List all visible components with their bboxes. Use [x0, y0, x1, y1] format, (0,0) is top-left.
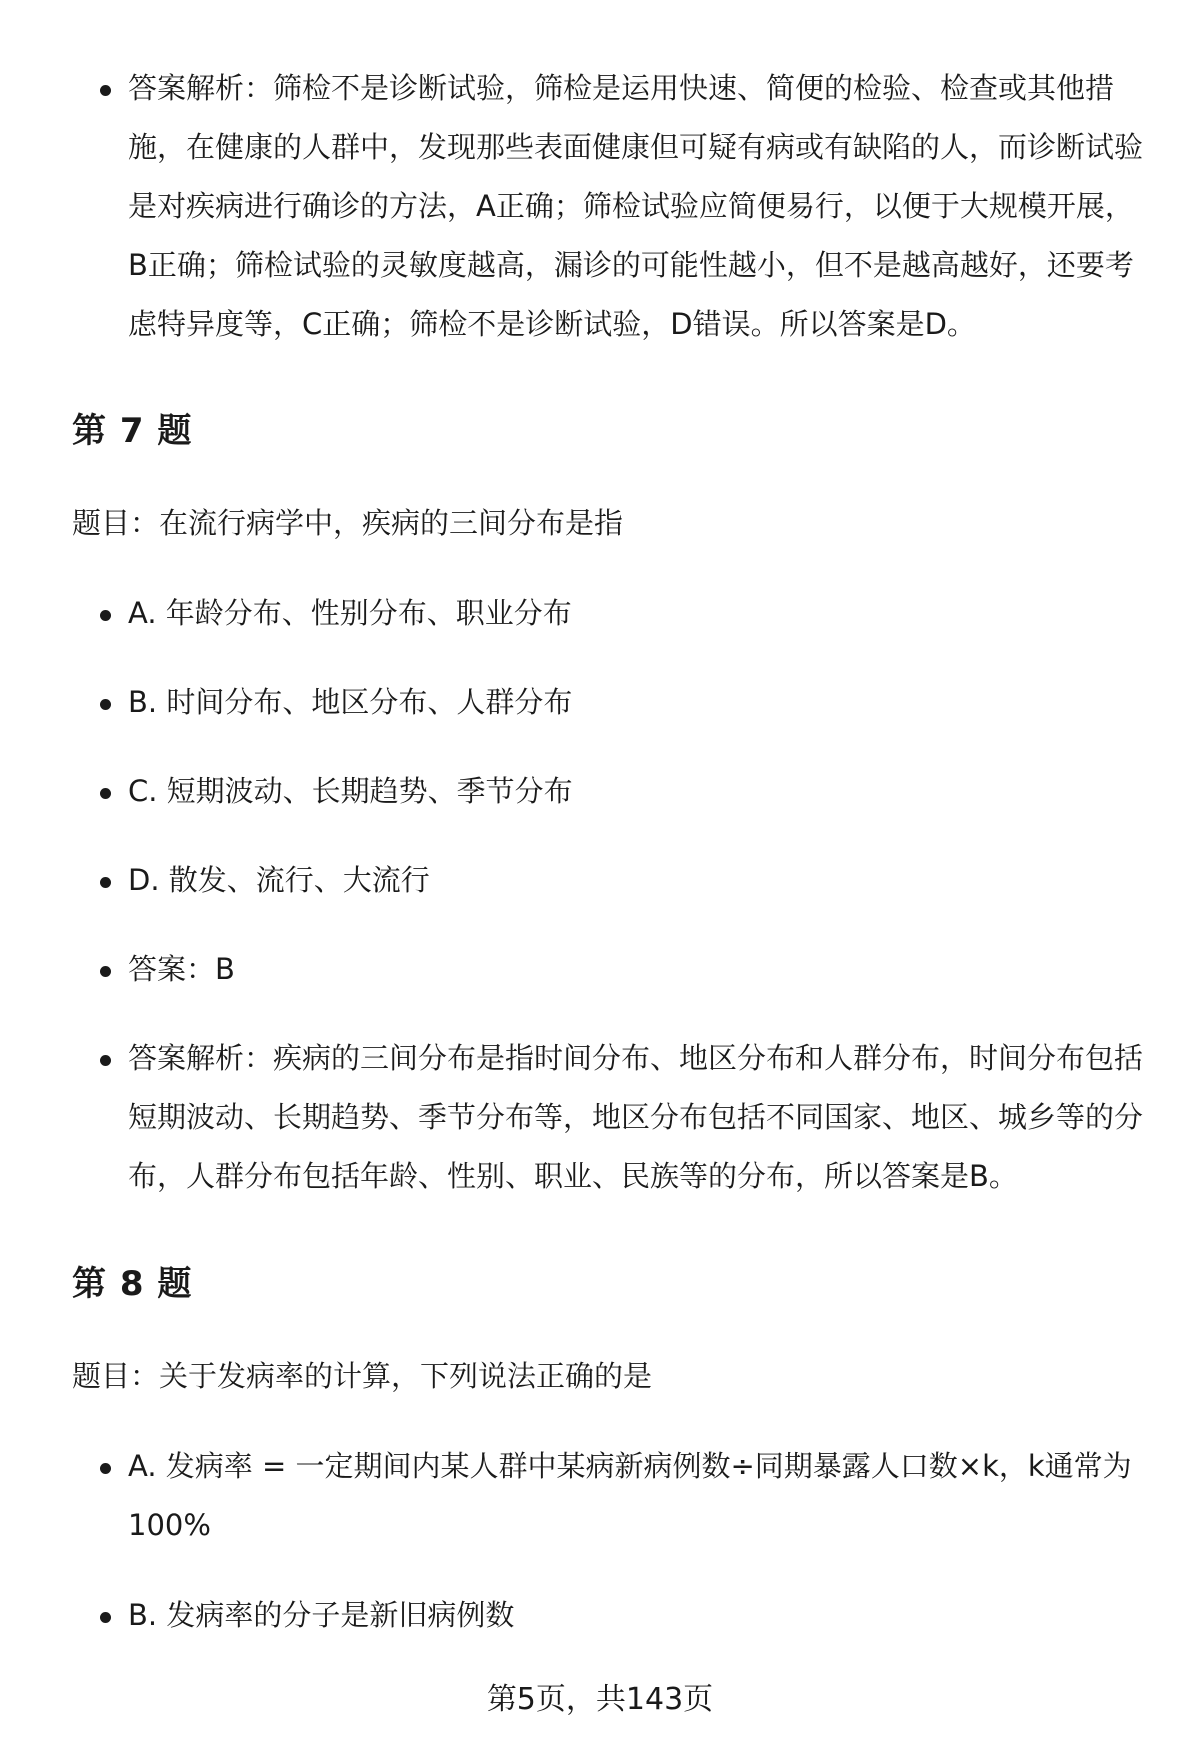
- bullet-icon: [100, 1612, 111, 1623]
- bullet-icon: [100, 966, 111, 977]
- bullet-icon: [100, 699, 111, 710]
- q8-options: [0, 1437, 1200, 1555]
- q7-explanation: [0, 1029, 1200, 1206]
- option-item: [0, 1437, 1200, 1555]
- option-a: A. 年龄分布、性别分布、职业分布: [128, 596, 572, 630]
- option-item: [0, 1586, 1200, 1645]
- list-item: [0, 940, 1200, 999]
- previous-question-bullets: [0, 59, 1200, 354]
- option-b: B. 时间分布、地区分布、人群分布: [128, 685, 573, 719]
- list-item: [0, 59, 1200, 354]
- option-c: C. 短期波动、长期趋势、季节分布: [128, 774, 573, 808]
- q7-answer: [0, 940, 1200, 999]
- question-heading: 第 7 题: [72, 411, 193, 451]
- answer: 答案：B: [128, 952, 235, 986]
- option-item: [0, 584, 1200, 643]
- bullet-icon: [100, 610, 111, 621]
- bullet-icon: [100, 1463, 111, 1474]
- q7-options: [0, 851, 1200, 910]
- list-item: [0, 1029, 1200, 1206]
- bullet-icon: [100, 1055, 111, 1066]
- q7-options: [0, 584, 1200, 643]
- option-b: B. 发病率的分子是新旧病例数: [128, 1598, 515, 1632]
- option-item: [0, 851, 1200, 910]
- answer-explanation: 答案解析：筛检不是诊断试验，筛检是运用快速、简便的检验、检查或其他措施，在健康的人群中，发现那些表面健康但可疑有病或有缺陷的人，而诊断试验是对疾病进行确诊的方法，A正确；筛检试验应简便易行，以便于大规模开展，B正确；筛检试验的灵敏度越高，漏诊的可能性越小，但不是越高越好，还要考虑特异度等，C正确；筛检不是诊断试验，D错误。所以答案是D。: [128, 71, 1144, 341]
- option-item: [0, 673, 1200, 732]
- page-footer: 第5页，共143页: [486, 1682, 714, 1717]
- bullet-icon: [100, 85, 111, 96]
- q7-options: [0, 673, 1200, 732]
- question-heading: 第 8 题: [72, 1264, 193, 1304]
- bullet-icon: [100, 877, 111, 888]
- option-a: A. 发病率 = 一定期间内某人群中某病新病例数÷同期暴露人口数×k，k通常为100%: [128, 1449, 1132, 1542]
- answer-explanation: 答案解析：疾病的三间分布是指时间分布、地区分布和人群分布，时间分布包括短期波动、长期趋势、季节分布等，地区分布包括不同国家、地区、城乡等的分布，人群分布包括年龄、性别、职业、民族等的分布，所以答案是B。: [128, 1041, 1144, 1193]
- bullet-icon: [100, 788, 111, 799]
- question-text: 题目：在流行病学中，疾病的三间分布是指: [72, 506, 624, 540]
- option-item: [0, 762, 1200, 821]
- q8-options: [0, 1586, 1200, 1645]
- option-d: D. 散发、流行、大流行: [128, 863, 430, 897]
- question-text: 题目：关于发病率的计算，下列说法正确的是: [72, 1359, 653, 1393]
- q7-options: [0, 762, 1200, 821]
